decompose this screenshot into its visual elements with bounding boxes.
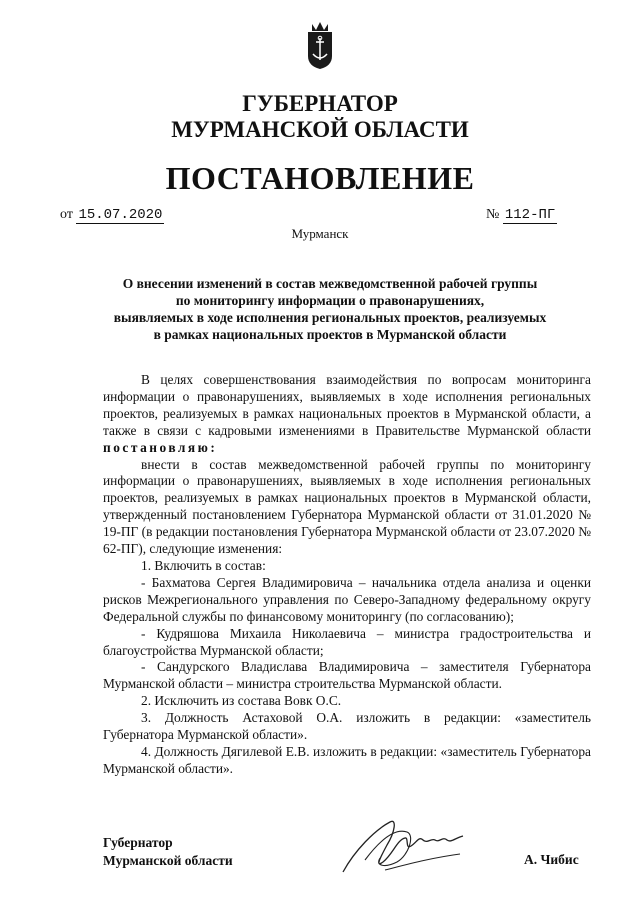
- paragraph: 2. Исключить из состава Вовк О.С.: [141, 693, 342, 709]
- paragraph: - Бахматова Сергея Владимировича – начальника отдела анализа и оценки рисков Межрегионального управления по Северо-Западному федеральному округу Федеральной службы по финансовому мониторингу (по согласованию);: [103, 574, 591, 624]
- date-value: 15.07.2020: [78, 207, 163, 223]
- paragraph: 1. Включить в состав:: [141, 557, 266, 573]
- issuer-line-1: ГУБЕРНАТОР: [242, 91, 398, 116]
- coat-of-arms-icon: [305, 18, 335, 70]
- resolution-word: постановляю:: [103, 439, 218, 455]
- issuer-line-2: МУРМАНСКОЙ ОБЛАСТИ: [171, 117, 469, 142]
- paragraph: [103, 372, 591, 457]
- paragraph: - Сандурского Владислава Владимировича – заместителя Губернатора Мурманской области – министра строительства Мурманской области.: [103, 659, 591, 692]
- signatory-position: [103, 834, 233, 870]
- number-prefix: №: [486, 207, 500, 222]
- position-line: Губернатор: [103, 835, 173, 850]
- position-line: Мурманской области: [103, 853, 233, 868]
- date-prefix: от: [60, 207, 73, 222]
- paragraph: - Кудряшова Михаила Николаевича – министра градостроительства и благоустройства Мурманской области;: [103, 625, 591, 658]
- number-value: 112-ПГ: [504, 207, 556, 223]
- signatory-name: А. Чибис: [524, 852, 579, 867]
- document-body: [103, 372, 591, 778]
- paragraph: 3. Должность Астаховой О.А. изложить в редакции: «заместитель Губернатора Мурманской области».: [103, 710, 591, 743]
- title-line: О внесении изменений в состав межведомственной рабочей группы: [122, 276, 538, 291]
- title-line: выявляемых в ходе исполнения региональных проектов, реализуемых: [113, 310, 547, 325]
- paragraph: 4. Должность Дягилевой Е.В. изложить в редакции: «заместитель Губернатора Мурманской области».: [103, 743, 591, 776]
- paragraph-text: В целях совершенствования взаимодействия по вопросам мониторинга информации о правонарушениях, выявляемых в ходе исполнения региональных проектов, реализуемых в рамках национальных проектов в Мурманской области, а также в связи с кадровыми изменениями в Правительстве Мурманской области: [103, 372, 591, 438]
- title-line: по мониторингу информации о правонарушениях,: [175, 293, 485, 308]
- document-date: [60, 207, 164, 223]
- document-title: [100, 275, 560, 343]
- handwritten-signature-icon: [335, 810, 470, 885]
- document-number: [486, 207, 557, 223]
- title-line: в рамках национальных проектов в Мурманской области: [153, 327, 507, 342]
- paragraph: внести в состав межведомственной рабочей группы по мониторингу информации о правонарушениях, выявляемых в ходе исполнения региональных проектов, реализуемых в рамках национальных проектов в Мурманской области, утвержденный постановлением Губернатора Мурманской области от 31.01.2020 № 19-ПГ (в редакции постановления Губернатора Мурманской области от 23.07.2020 № 62-ПГ), следующие изменения:: [103, 456, 591, 557]
- document-type: ПОСТАНОВЛЕНИЕ: [165, 160, 475, 196]
- city: Мурманск: [291, 226, 349, 241]
